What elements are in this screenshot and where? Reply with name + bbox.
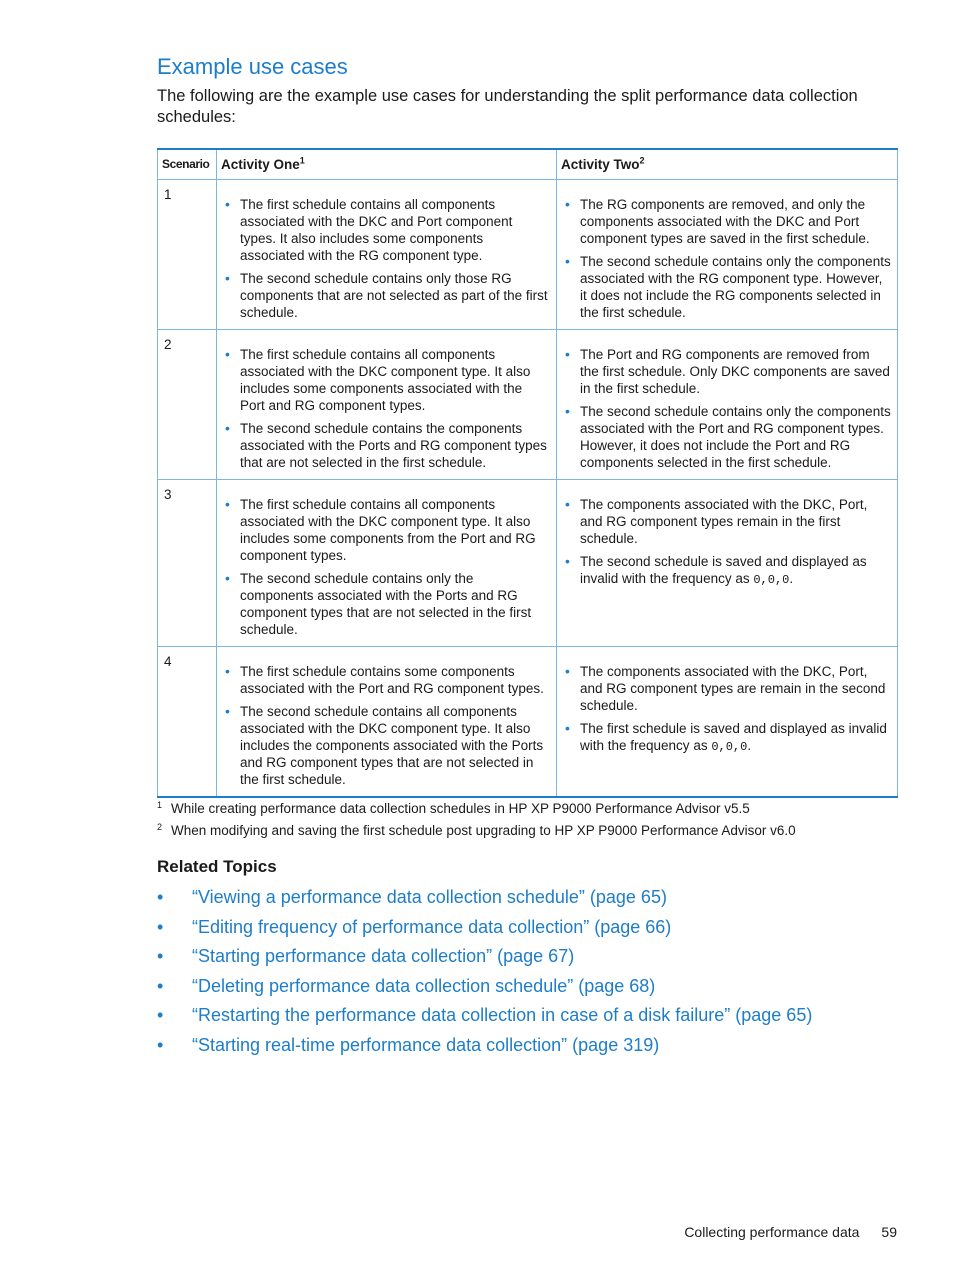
list-item: • The second schedule contains the components associated with the Ports and RG component types that are not selected in the first schedule. <box>221 420 550 471</box>
use-case-table <box>157 148 898 798</box>
list-item: • The first schedule contains all components associated with the DKC component type. It also includes some components from the Port and RG component types. <box>221 496 550 564</box>
activity-one-cell <box>217 180 557 330</box>
footnotes <box>157 800 897 839</box>
activity-two-cell <box>557 480 898 647</box>
header-activity-two <box>557 149 898 180</box>
list-item: • The first schedule contains all components associated with the DKC and Port component types. It also includes some components associated with the RG component type. <box>221 196 550 264</box>
footnote-2: 2 When modifying and saving the first schedule post upgrading to HP XP P9000 Performance Advisor v6.0 <box>157 822 796 838</box>
list-item: • The second schedule contains only the components associated with the RG component type. However, it does not include the RG components selected in the first schedule. <box>561 253 891 321</box>
page-footer <box>684 1223 897 1241</box>
footnote-text: While creating performance data collection schedules in HP XP P9000 Performance Advisor v5.5 <box>171 801 750 816</box>
related-link-viewing-schedule[interactable]: “Viewing a performance data collection schedule” (page 65) <box>192 887 667 907</box>
scenario-number: 3 <box>158 480 217 647</box>
related-topics-list <box>157 883 897 1060</box>
related-link-starting-collection[interactable]: “Starting performance data collection” (page 67) <box>192 946 575 966</box>
list-item: • The second schedule contains only the components associated with the Port and RG component types. However, it does not include the Port and RG components selected in the first schedule. <box>561 403 891 471</box>
scenario-number: 4 <box>158 647 217 798</box>
list-item <box>157 883 897 913</box>
page-heading: Example use cases <box>157 54 348 79</box>
table-row <box>158 330 898 480</box>
list-item: • The RG components are removed, and only the components associated with the DKC and Port component types are saved in the first schedule. <box>561 196 891 247</box>
related-topics-heading: Related Topics <box>157 857 277 876</box>
activity-one-cell <box>217 480 557 647</box>
list-item <box>157 1001 897 1031</box>
header-activity-one-label: Activity One <box>221 157 300 172</box>
table-row <box>158 180 898 330</box>
activity-one-cell <box>217 647 557 798</box>
list-item: • The components associated with the DKC, Port, and RG component types are remain in the second schedule. <box>561 663 891 714</box>
page-number: 59 <box>881 1224 897 1240</box>
related-link-deleting-schedule[interactable]: “Deleting performance data collection schedule” (page 68) <box>192 975 656 996</box>
related-link-editing-frequency[interactable]: “Editing frequency of performance data collection” (page 66) <box>192 916 672 937</box>
footnote-ref-2: 2 <box>639 155 645 166</box>
header-scenario: Scenario <box>158 149 217 180</box>
footer-section-title: Collecting performance data <box>684 1224 860 1240</box>
list-item: • The components associated with the DKC, Port, and RG component types remain in the first schedule. <box>561 496 891 547</box>
page-content <box>157 52 897 1060</box>
list-item-text: The second schedule is saved and displayed as invalid with the frequency as <box>580 554 867 586</box>
list-item: • The second schedule contains all components associated with the DKC component type. It also includes the components associated with the Ports and RG component types that are not selected in the first schedule. <box>221 703 550 788</box>
footnote-ref-1: 1 <box>299 155 305 166</box>
list-item: • The second schedule contains only those RG components that are not selected as part of the first schedule. <box>221 270 550 321</box>
footnote-text: When modifying and saving the first schedule post upgrading to HP XP P9000 Performance Advisor v6.0 <box>171 823 796 838</box>
list-item <box>157 1031 897 1061</box>
related-link-realtime-collection[interactable]: “Starting real-time performance data collection” (page 319) <box>192 1034 660 1055</box>
list-item <box>561 720 891 756</box>
activity-one-cell <box>217 330 557 480</box>
list-item: • The first schedule contains all components associated with the DKC component type. It also includes some components associated with the Port and RG component types. <box>221 346 550 414</box>
header-activity-two-label: Activity Two <box>561 157 640 172</box>
table-row <box>158 647 898 798</box>
table-header-row <box>158 149 898 180</box>
list-item-end: . <box>789 571 794 586</box>
list-item-text: The first schedule is saved and displayed as invalid with the frequency as <box>580 721 887 753</box>
scenario-number: 1 <box>158 180 217 330</box>
list-item: • The Port and RG components are removed from the first schedule. Only DKC components are saved in the first schedule. <box>561 346 891 397</box>
list-item-end: . <box>747 738 752 753</box>
list-item: • The first schedule contains some components associated with the Port and RG component types. <box>221 663 550 697</box>
list-item <box>561 553 891 589</box>
list-item <box>157 942 897 972</box>
activity-two-cell <box>557 330 898 480</box>
list-item: • The second schedule contains only the components associated with the Ports and RG component types that are not selected in the first schedule. <box>221 570 550 638</box>
frequency-value: 0,0,0 <box>753 573 790 587</box>
related-link-restarting-collection[interactable]: “Restarting the performance data collection in case of a disk failure” (page 65) <box>192 1005 813 1025</box>
footnote-1: 1 While creating performance data collection schedules in HP XP P9000 Performance Advisor v5.5 <box>157 800 750 816</box>
scenario-number: 2 <box>158 330 217 480</box>
frequency-value: 0,0,0 <box>711 740 748 754</box>
activity-two-cell <box>557 647 898 798</box>
list-item <box>157 972 897 1002</box>
table-row <box>158 480 898 647</box>
list-item <box>157 913 897 943</box>
header-activity-one <box>217 149 557 180</box>
activity-two-cell <box>557 180 898 330</box>
intro-paragraph: The following are the example use cases for understanding the split performance data collection schedules: <box>157 87 858 126</box>
